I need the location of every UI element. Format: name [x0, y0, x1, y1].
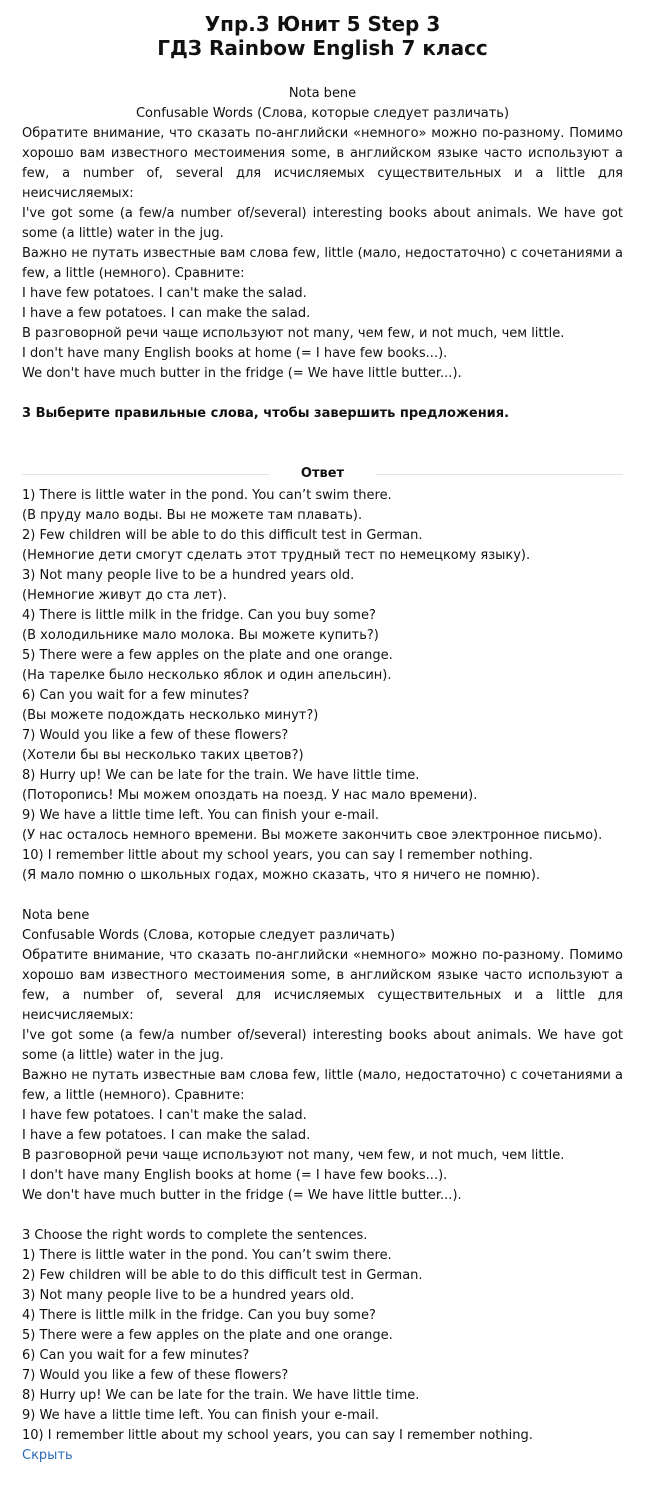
original-sentence: 6) Can you wait for a few minutes? [22, 1348, 250, 1363]
answer-line: 8) Hurry up! We can be late for the train. We have little time. [22, 768, 420, 783]
intro-section [0, 84, 645, 424]
task-heading: 3 Выберите правильные слова, чтобы завершить предложения. [22, 406, 510, 421]
original-sentence: 9) We have a little time left. You can finish your e-mail. [22, 1408, 380, 1423]
answer-line: 10) I remember little about my school years, you can say I remember nothing. [22, 848, 533, 863]
original-sentence: 1) There is little water in the pond. You can’t swim there. [22, 1248, 392, 1263]
answer-line: (Немногие дети смогут сделать этот трудный тест по немецкому языку). [22, 548, 531, 563]
original-sentence: 7) Would you like a few of these flowers? [22, 1368, 289, 1383]
original-confusable-words: Confusable Words (Слова, которые следует различать) [22, 928, 396, 943]
original-line-1: I have few potatoes. I can't make the salad. [22, 1108, 307, 1123]
answer-line: (Вы можете подождать несколько минут?) [22, 708, 319, 723]
answer-line: 1) There is little water in the pond. You can’t swim there. [22, 488, 392, 503]
answer-line: 5) There were a few apples on the plate and one orange. [22, 648, 393, 663]
original-paragraph-3: Важно не путать известные вам слова few, little (мало, недостаточно) с сочетаниями a few, a little (немного). Сравните: [22, 1068, 623, 1103]
answer-line: (Хотели бы вы несколько таких цветов?) [22, 748, 304, 763]
intro-line-1: I have few potatoes. I can't make the salad. [22, 286, 307, 301]
original-sentence: 8) Hurry up! We can be late for the train. We have little time. [22, 1388, 420, 1403]
answer-section [0, 464, 645, 1466]
spacer [22, 1206, 623, 1226]
answer-line: 7) Would you like a few of these flowers? [22, 728, 289, 743]
answer-line: (В пруду мало воды. Вы не можете там плавать). [22, 508, 363, 523]
page-title [0, 0, 645, 60]
original-line-5: We don't have much butter in the fridge (= We have little butter...). [22, 1188, 462, 1203]
intro-paragraph-1: Обратите внимание, что сказать по-английски «немного» можно по-разному. Помимо хорошо вам известного местоимения some, в английском языке часто используют a few, a number of, several для исчисляемых существительных и a little для неисчисляемых: [22, 126, 623, 201]
original-sentence: 2) Few children will be able to do this difficult test in German. [22, 1268, 423, 1283]
answer-line: 3) Not many people live to be a hundred years old. [22, 568, 355, 583]
original-sentence: 3) Not many people live to be a hundred years old. [22, 1288, 355, 1303]
original-nota-bene: Nota bene [22, 908, 90, 923]
answer-line: 4) There is little milk in the fridge. Can you buy some? [22, 608, 376, 623]
original-paragraph-1: Обратите внимание, что сказать по-английски «немного» можно по-разному. Помимо хорошо вам известного местоимения some, в английском языке часто используют a few, a number of, several для исчисляемых существительных и a little для неисчисляемых: [22, 948, 623, 1023]
intro-paragraph-2: I've got some (a few/a number of/several) interesting books about animals. We have got some (a little) water in the jug. [22, 206, 623, 241]
answer-list [22, 486, 623, 886]
answer-line: (Потoропись! Мы можем опоздать на поезд. У нас мало времени). [22, 788, 478, 803]
divider-rule-right [376, 474, 623, 475]
answer-label: Ответ [300, 466, 345, 481]
original-sentence: 4) There is little milk in the fridge. Can you buy some? [22, 1308, 376, 1323]
original-task-heading: 3 Choose the right words to complete the sentences. [22, 1228, 368, 1243]
answer-line: 2) Few children will be able to do this difficult test in German. [22, 528, 423, 543]
divider-rule-left [22, 474, 269, 475]
original-line-2: I have a few potatoes. I can make the salad. [22, 1128, 311, 1143]
confusable-words-heading: Confusable Words (Слова, которые следует различать) [135, 106, 510, 121]
original-sentence: 5) There were a few apples on the plate and one orange. [22, 1328, 393, 1343]
answer-line: (На тарелке было несколько яблок и один апельсин). [22, 668, 392, 683]
intro-line-2: I have a few potatoes. I can make the salad. [22, 306, 311, 321]
original-sentence: 10) I remember little about my school years, you can say I remember nothing. [22, 1428, 533, 1443]
original-line-4: I don't have many English books at home (= I have few books...). [22, 1168, 448, 1183]
answer-line: (Я мало помню о школьных годах, можно сказать, что я ничего не помню). [22, 868, 541, 883]
answer-line: 9) We have a little time left. You can finish your e-mail. [22, 808, 380, 823]
answer-divider [22, 464, 623, 484]
hide-link[interactable]: Скрыть [22, 1448, 73, 1463]
nota-bene-heading: Nota bene [288, 86, 357, 101]
page-title-line-2: ГДЗ Rainbow English 7 класс [157, 36, 488, 60]
intro-paragraph-3: Важно не путать известные вам слова few, little (мало, недостаточно) с сочетаниями a few, a little (немного). Сравните: [22, 246, 623, 281]
answer-line: (У нас осталось немного времени. Вы можете закончить свое электронное письмо). [22, 828, 603, 843]
original-paragraph-2: I've got some (a few/a number of/several) interesting books about animals. We have got some (a little) water in the jug. [22, 1028, 623, 1063]
original-text-section [22, 906, 623, 1466]
answer-line: (Немногие живут до ста лет). [22, 588, 227, 603]
intro-line-3: В разговорной речи чаще используют not many, чем few, и not much, чем little. [22, 326, 565, 341]
spacer [22, 886, 623, 906]
answer-line: 6) Can you wait for a few minutes? [22, 688, 250, 703]
original-line-3: В разговорной речи чаще используют not many, чем few, и not much, чем little. [22, 1148, 565, 1163]
intro-line-4: I don't have many English books at home (= I have few books...). [22, 346, 448, 361]
page-title-line-1: Упр.3 Юнит 5 Step 3 [204, 12, 441, 36]
answer-line: (В холодильнике мало молока. Вы можете купить?) [22, 628, 379, 643]
intro-line-5: We don't have much butter in the fridge (= We have little butter...). [22, 366, 462, 381]
